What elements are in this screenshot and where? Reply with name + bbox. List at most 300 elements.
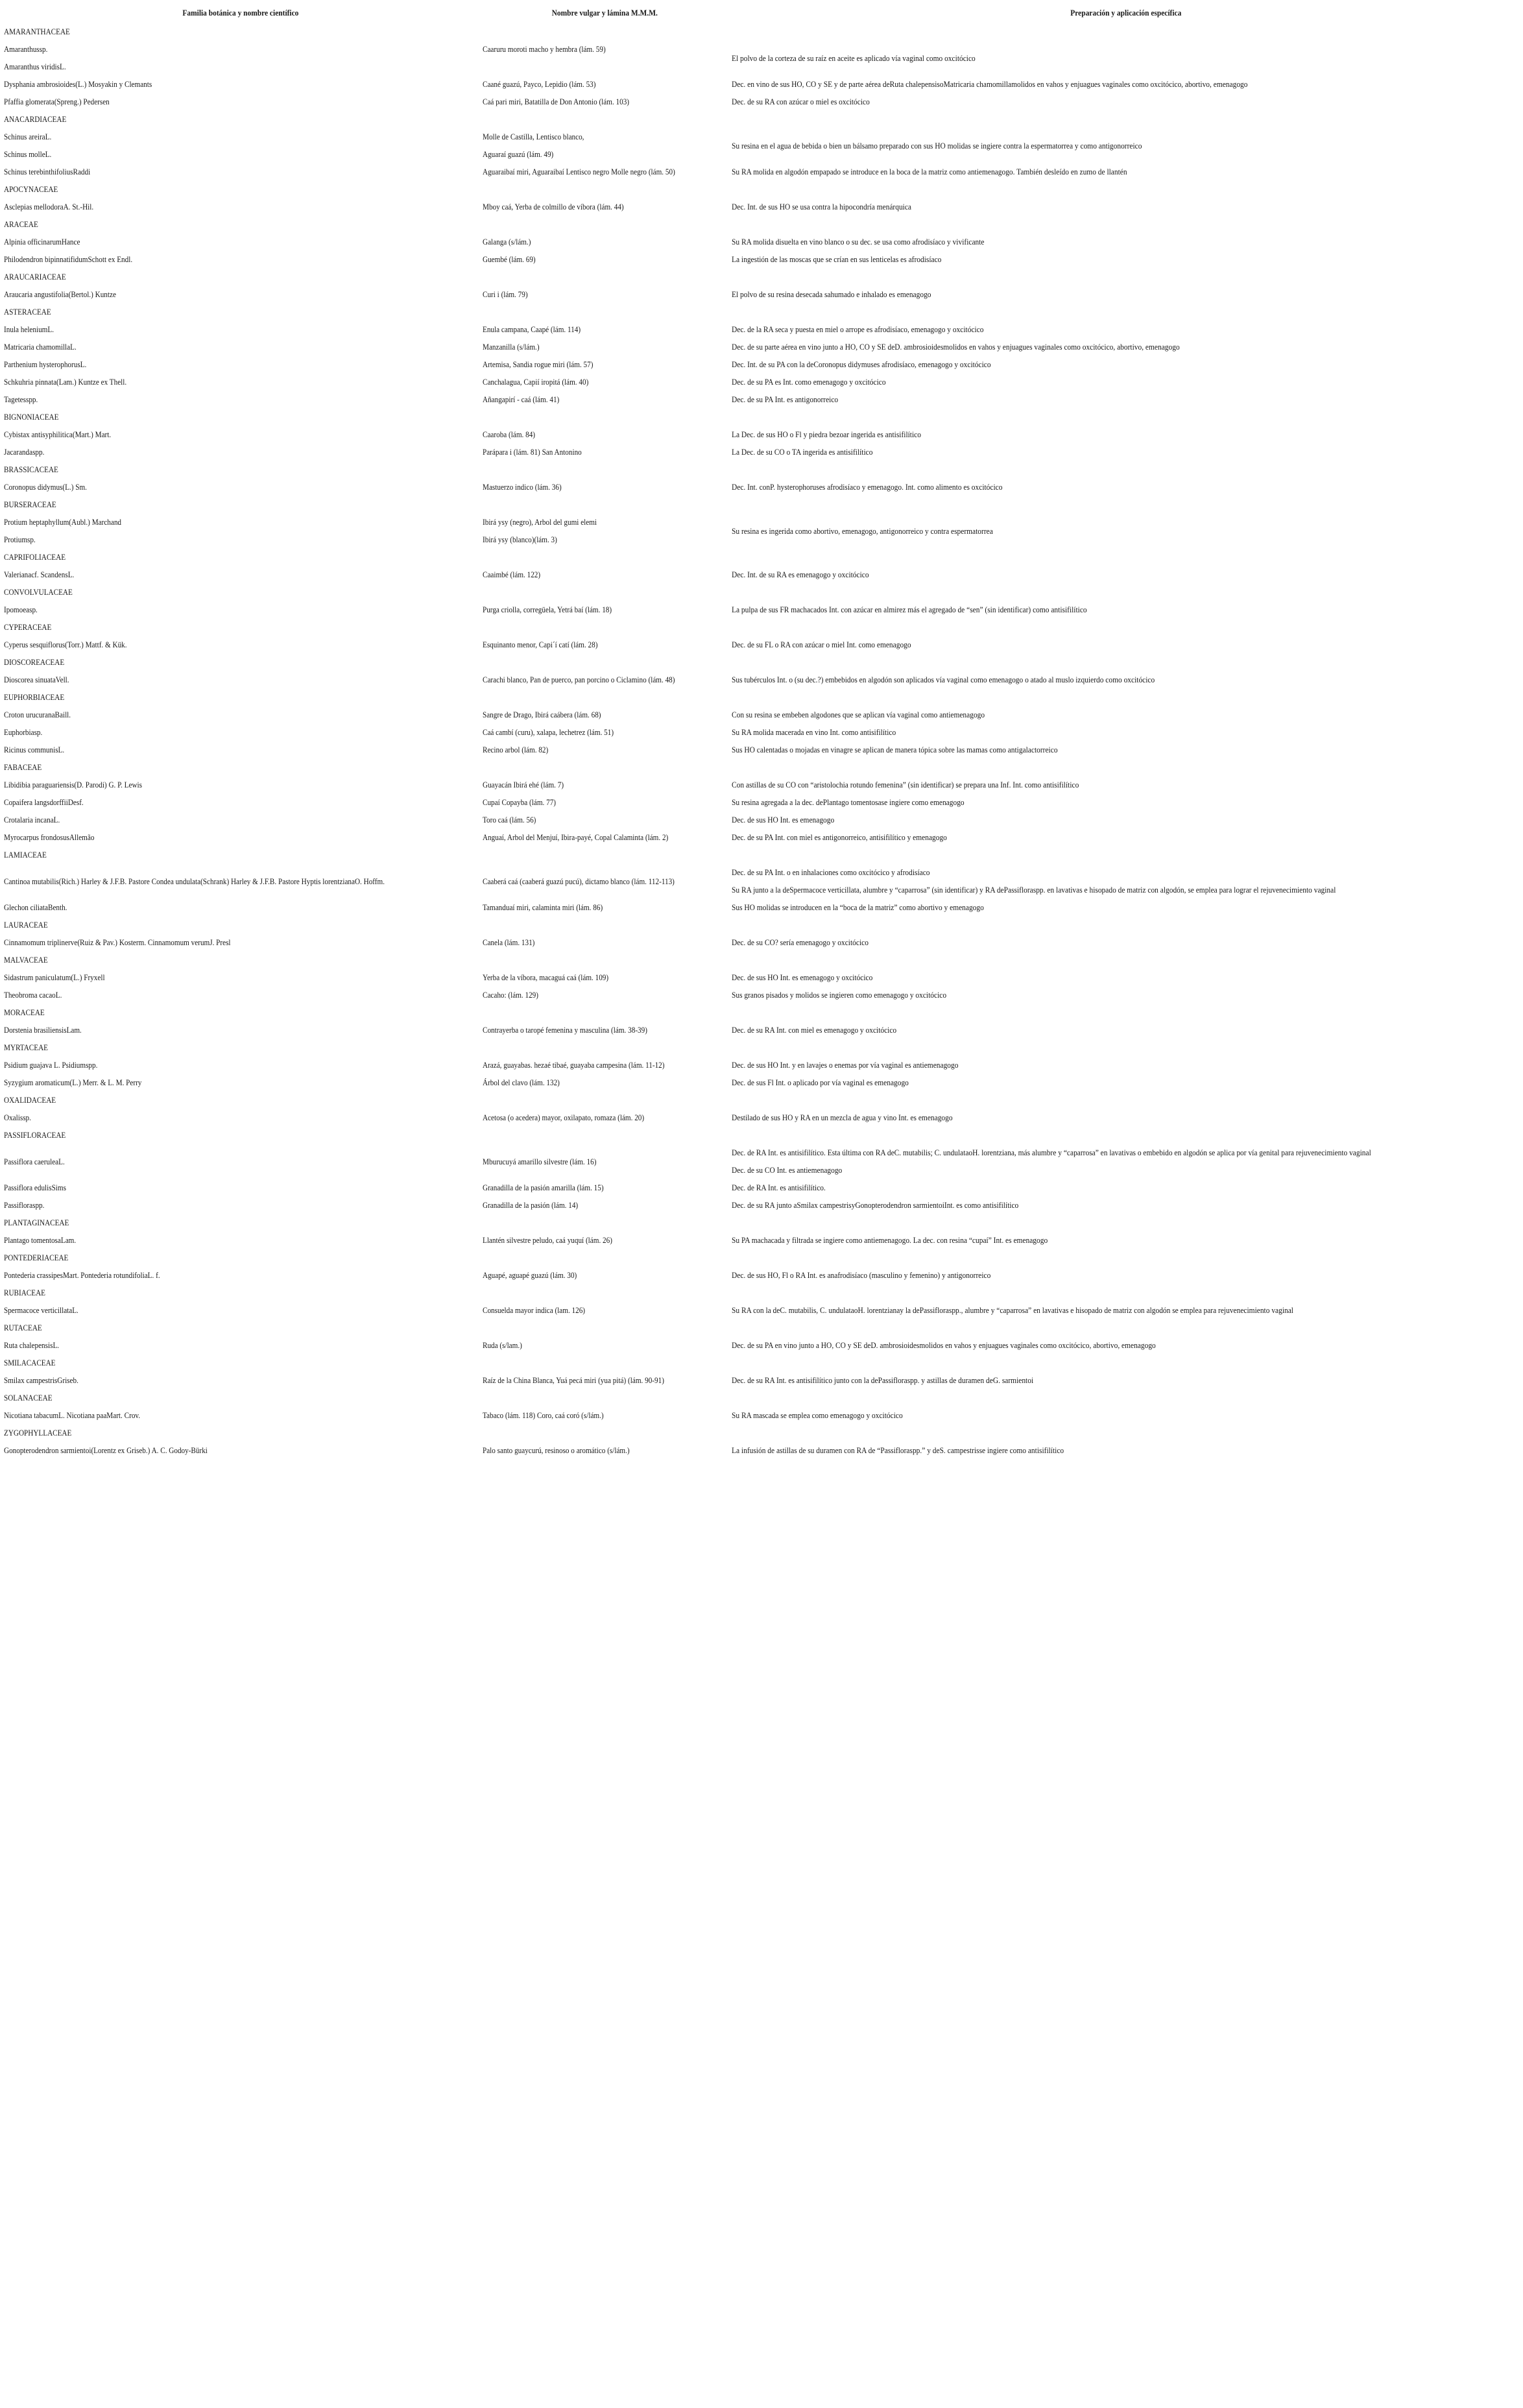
common-name-text: Raíz de la China Blanca, Yuá pecá miri (yua pitá) (lám. 90-91) — [482, 1375, 664, 1385]
family-name — [1, 758, 480, 776]
common-name — [480, 145, 730, 163]
family-name — [1, 688, 480, 706]
common-name — [480, 863, 730, 898]
family-row — [1, 215, 1523, 233]
common-name — [480, 706, 730, 723]
family-name — [1, 1039, 480, 1056]
scientific-name-text: Alpinia officinarumHance — [4, 237, 80, 247]
preparation — [729, 1301, 1523, 1319]
family-row — [1, 1039, 1523, 1056]
common-name-text: Granadilla de la pasión (lám. 14) — [482, 1200, 578, 1210]
scientific-name-text: Passifloraspp. — [4, 1200, 45, 1210]
preparation — [729, 811, 1523, 828]
species-row — [1, 1336, 1523, 1354]
scientific-name — [1, 828, 480, 846]
species-row — [1, 1371, 1523, 1389]
species-row — [1, 601, 1523, 618]
empty-cell — [480, 1284, 730, 1301]
line-gap — [732, 1157, 1520, 1165]
common-name — [480, 828, 730, 846]
species-row — [1, 828, 1523, 846]
common-name-text: Mburucuyá amarillo silvestre (lám. 16) — [482, 1156, 597, 1166]
preparation-text: Dec. de su FL o RA con azúcar o miel Int. como emenagogo — [732, 640, 911, 649]
family-name-text: MALVACEAE — [4, 955, 48, 965]
empty-cell — [480, 1126, 730, 1144]
empty-cell — [480, 1249, 730, 1266]
empty-cell — [480, 268, 730, 285]
family-name-text: CONVOLVULACEAE — [4, 587, 73, 597]
preparation — [729, 75, 1523, 93]
preparation — [729, 391, 1523, 408]
common-name — [480, 1406, 730, 1424]
empty-cell — [480, 1319, 730, 1336]
family-name-text: ANACARDIACEAE — [4, 114, 67, 124]
scientific-name-text: Schkuhria pinnata(Lam.) Kuntze ex Thell. — [4, 377, 127, 387]
preparation-text: Dec. de su RA junto aSmilax campestrisyGonopterodendron sarmientoiInt. es como antisifilítico — [732, 1200, 1019, 1210]
species-row — [1, 1144, 1523, 1179]
family-row — [1, 303, 1523, 320]
family-name-text: BURSERACEAE — [4, 500, 56, 509]
empty-cell — [729, 1424, 1523, 1441]
common-name — [480, 636, 730, 653]
common-name — [480, 933, 730, 951]
family-name-text: ASTERACEAE — [4, 307, 51, 317]
common-name-text: Arazá, guayabas. hezaé tibaé, guayaba campesina (lám. 11-12) — [482, 1060, 665, 1070]
family-name — [1, 1354, 480, 1371]
family-name-text: LAURACEAE — [4, 920, 48, 930]
scientific-name — [1, 1301, 480, 1319]
preparation — [729, 1406, 1523, 1424]
family-name — [1, 1284, 480, 1301]
preparation-text: Su resina en el agua de bebida o bien un bálsamo preparado con sus HO molidas se ingiere contra la espermatorrea y como antigonorreico — [732, 140, 1142, 150]
scientific-name-text: Crotalaria incanaL. — [4, 815, 60, 825]
family-row — [1, 23, 1523, 40]
family-row — [1, 653, 1523, 671]
species-row — [1, 1231, 1523, 1249]
common-name — [480, 1179, 730, 1196]
family-row — [1, 951, 1523, 969]
scientific-name-text: Glechon ciliataBenth. — [4, 902, 67, 912]
family-name — [1, 846, 480, 863]
preparation-text: Dec. de su PA en vino junto a HO, CO y SE deD. ambrosioidesmolidos en vahos y enjuagues vaginales como oxcitócico, abortivo, emenagogo — [732, 1340, 1157, 1350]
scientific-name — [1, 373, 480, 391]
common-name — [480, 531, 730, 548]
family-name-text: PASSIFLORACEAE — [4, 1130, 66, 1140]
common-name-text: Palo santo guaycurú, resinoso o aromático (s/lám.) — [482, 1445, 630, 1455]
scientific-name — [1, 706, 480, 723]
family-name-text: EUPHORBIACEAE — [4, 692, 65, 702]
common-name — [480, 671, 730, 688]
common-name — [480, 1056, 730, 1074]
common-name-text: Contrayerba o taropé femenina y masculina (lám. 38-39) — [482, 1025, 647, 1035]
scientific-name — [1, 1371, 480, 1389]
preparation-text: Su resina es ingerida como abortivo, emenagogo, antigonorreico y contra espermatorrea — [732, 525, 994, 536]
scientific-name-text: Cyperus sesquiflorus(Torr.) Mattf. & Kük. — [4, 640, 127, 649]
scientific-name — [1, 1406, 480, 1424]
empty-cell — [480, 653, 730, 671]
common-name-text: Acetosa (o acedera) mayor, oxilapato, romaza (lám. 20) — [482, 1113, 644, 1122]
preparation-text: Dec. Int. de su RA es emenagogo y oxcitócico — [732, 570, 869, 579]
preparation — [729, 1074, 1523, 1091]
scientific-name — [1, 531, 480, 548]
common-name — [480, 285, 730, 303]
empty-cell — [729, 1284, 1523, 1301]
family-name-text: ZYGOPHYLLACEAE — [4, 1428, 72, 1438]
family-name-text: BRASSICACEAE — [4, 464, 58, 474]
common-name-text: Recino arbol (lám. 82) — [482, 745, 549, 754]
scientific-name-text: Jacarandaspp. — [4, 447, 45, 457]
scientific-name-text: Nicotiana tabacumL. Nicotiana paaMart. Crov. — [4, 1410, 141, 1420]
preparation — [729, 1056, 1523, 1074]
preparation-text: La infusión de astillas de su duramen con RA de “Passifloraspp.” y deS. campestrisse ingiere como antisifilítico — [732, 1445, 1064, 1455]
family-name — [1, 496, 480, 513]
scientific-name-text: Araucaria angustifolia(Bertol.) Kuntze — [4, 289, 116, 299]
empty-cell — [729, 548, 1523, 566]
family-name-text: DIOSCOREACEAE — [4, 657, 65, 667]
preparation-text: Dec. en vino de sus HO, CO y SE y de parte aérea deRuta chalepensisoMatricaria chamomillamolidos en vahos y enjuagues vaginales como oxcitócico, abortivo, emenagogo — [732, 79, 1248, 89]
common-name — [480, 898, 730, 916]
empty-cell — [480, 215, 730, 233]
family-row — [1, 1389, 1523, 1406]
family-row — [1, 548, 1523, 566]
scientific-name — [1, 58, 480, 75]
preparation — [729, 1231, 1523, 1249]
species-row — [1, 513, 1523, 531]
preparation-line — [732, 885, 1520, 895]
common-name-text: Guayacán Ibirá ehé (lám. 7) — [482, 780, 564, 789]
common-name-text: Carachi blanco, Pan de puerco, pan porcino o Ciclamino (lám. 48) — [482, 675, 675, 684]
species-row — [1, 128, 1523, 145]
scientific-name-text: Schinus molleL. — [4, 149, 52, 159]
common-name — [480, 1144, 730, 1179]
common-name-text: Molle de Castilla, Lentisco blanco, — [482, 132, 584, 141]
preparation-text: Con astillas de su CO con “aristolochia rotundo femenina” (sin identificar) se prepara una Inf. Int. como antisifilítico — [732, 780, 1079, 789]
family-row — [1, 1249, 1523, 1266]
scientific-name — [1, 811, 480, 828]
empty-cell — [729, 496, 1523, 513]
empty-cell — [480, 1214, 730, 1231]
common-name-text: Caané guazú, Payco, Lepidio (lám. 53) — [482, 79, 596, 89]
family-name — [1, 618, 480, 636]
scientific-name — [1, 986, 480, 1004]
scientific-name-text: Plantago tomentosaLam. — [4, 1235, 77, 1245]
empty-cell — [729, 1319, 1523, 1336]
preparation-text: Dec. de sus HO Int. es emenagogo — [732, 815, 835, 825]
species-row — [1, 1406, 1523, 1424]
species-row — [1, 478, 1523, 496]
preparation — [729, 898, 1523, 916]
scientific-name-text: Ruta chalepensisL. — [4, 1340, 60, 1350]
empty-cell — [729, 215, 1523, 233]
scientific-name — [1, 355, 480, 373]
common-name — [480, 986, 730, 1004]
preparation — [729, 933, 1523, 951]
family-row — [1, 1126, 1523, 1144]
preparation — [729, 373, 1523, 391]
empty-cell — [729, 916, 1523, 933]
common-name-text: Cacaho: (lám. 129) — [482, 990, 538, 1000]
scientific-name — [1, 1074, 480, 1091]
preparation — [729, 969, 1523, 986]
scientific-name-text: Amaranthus viridisL. — [4, 62, 66, 71]
species-row — [1, 566, 1523, 583]
scientific-name-text: Dorstenia brasiliensisLam. — [4, 1025, 82, 1035]
scientific-name — [1, 93, 480, 110]
common-name — [480, 128, 730, 145]
common-name-text: Artemisa, Sandia rogue miri (lám. 57) — [482, 359, 594, 369]
preparation-text: Dec. de sus HO Int. es emenagogo y oxcitócico — [732, 972, 873, 982]
species-row — [1, 969, 1523, 986]
empty-cell — [480, 951, 730, 969]
empty-cell — [480, 110, 730, 128]
preparation-text: Su RA con la deC. mutabilis, C. undulataoH. lorentzianay la dePassifloraspp., alumbre y “caparrosa” en lavativas e hisopado de matriz con algodón se emplea para rejuvenecimiento vaginal — [732, 1305, 1294, 1315]
species-row — [1, 373, 1523, 391]
family-row — [1, 583, 1523, 601]
common-name — [480, 1074, 730, 1091]
common-name-text: Manzanilla (s/lám.) — [482, 342, 540, 352]
common-name — [480, 250, 730, 268]
preparation — [729, 671, 1523, 688]
scientific-name-text: Smilax campestrisGriseb. — [4, 1375, 78, 1385]
family-name — [1, 1424, 480, 1441]
scientific-name-text: Spermacoce verticillataL. — [4, 1305, 78, 1315]
common-name-text: Sangre de Drago, Ibirá caábera (lám. 68) — [482, 710, 601, 719]
preparation-text: Sus granos pisados y molidos se ingieren como emenagogo y oxcitócico — [732, 990, 947, 1000]
scientific-name — [1, 426, 480, 443]
scientific-name — [1, 601, 480, 618]
preparation-text: Su RA mascada se emplea como emenagogo y oxcitócico — [732, 1410, 904, 1420]
common-name — [480, 75, 730, 93]
scientific-name-text: Parthenium hysterophorusL. — [4, 359, 87, 369]
family-row — [1, 1004, 1523, 1021]
preparation — [729, 863, 1523, 898]
scientific-name — [1, 741, 480, 758]
family-name — [1, 180, 480, 198]
common-name-text: Mastuerzo indico (lám. 36) — [482, 482, 562, 492]
scientific-name-text: Protium heptaphyllum(Aubl.) Marchand — [4, 517, 122, 527]
empty-cell — [729, 1354, 1523, 1371]
common-name — [480, 566, 730, 583]
preparation — [729, 93, 1523, 110]
family-name-text: AMARANTHACEAE — [4, 27, 70, 36]
preparation — [729, 338, 1523, 355]
family-name — [1, 653, 480, 671]
empty-cell — [480, 758, 730, 776]
common-name-text: Aguaraí guazú (lám. 49) — [482, 149, 554, 159]
species-row — [1, 1021, 1523, 1039]
common-name — [480, 1231, 730, 1249]
empty-cell — [480, 583, 730, 601]
preparation-text: Dec. de su CO? sería emenagogo y oxcitócico — [732, 937, 869, 947]
empty-cell — [480, 461, 730, 478]
table-body — [1, 23, 1523, 1459]
family-name — [1, 1214, 480, 1231]
family-name-text: PONTEDERIACEAE — [4, 1253, 69, 1262]
family-name — [1, 548, 480, 566]
preparation — [729, 233, 1523, 250]
empty-cell — [729, 758, 1523, 776]
header-common-name: Nombre vulgar y lámina M.M.M. — [551, 8, 658, 18]
empty-cell — [729, 23, 1523, 40]
scientific-name-text: Dioscorea sinuataVell. — [4, 675, 69, 684]
common-name — [480, 233, 730, 250]
family-name — [1, 110, 480, 128]
common-name — [480, 93, 730, 110]
scientific-name-text: Euphorbiasp. — [4, 727, 43, 737]
common-name — [480, 793, 730, 811]
scientific-name-text: Schinus terebinthifoliusRaddi — [4, 167, 91, 176]
species-row — [1, 163, 1523, 180]
empty-cell — [729, 303, 1523, 320]
scientific-name-text: Cybistax antisyphilitica(Mart.) Mart. — [4, 429, 112, 439]
empty-cell — [480, 916, 730, 933]
species-row — [1, 233, 1523, 250]
preparation — [729, 426, 1523, 443]
preparation-text: Dec. de RA Int. es antisifilítico. Esta última con RA deC. mutabilis; C. undulataoH. lorentziana, más alumbre y “caparrosa” en lavativas o embebido en algodón se aplica por vía genital para rejuvenecimiento vaginal — [732, 1148, 1372, 1157]
preparation — [729, 285, 1523, 303]
scientific-name-text: Cinnamomum triplinerve(Ruiz & Pav.) Kosterm. Cinnamomum verumJ. Presl — [4, 937, 231, 947]
species-row — [1, 320, 1523, 338]
preparation-text: Con su resina se embeben algodones que se aplican vía vaginal como antiemenagogo — [732, 710, 985, 719]
preparation — [729, 1144, 1523, 1179]
empty-cell — [480, 1039, 730, 1056]
species-row — [1, 391, 1523, 408]
family-name — [1, 916, 480, 933]
empty-cell — [729, 110, 1523, 128]
scientific-name-text: Tagetesspp. — [4, 394, 38, 404]
preparation-text: Su RA molida disuelta en vino blanco o su dec. se usa como afrodisíaco y vivificante — [732, 237, 985, 247]
preparation — [729, 1266, 1523, 1284]
preparation-text: El polvo de la corteza de su raíz en aceite es aplicado vía vaginal como oxcitócico — [732, 53, 976, 63]
family-row — [1, 1424, 1523, 1441]
scientific-name — [1, 163, 480, 180]
common-name — [480, 40, 730, 58]
species-row — [1, 636, 1523, 653]
common-name — [480, 163, 730, 180]
scientific-name — [1, 75, 480, 93]
scientific-name-text: Theobroma cacaoL. — [4, 990, 62, 1000]
empty-cell — [729, 1214, 1523, 1231]
preparation-text: Dec. de su PA Int. con miel es antigonorreico, antisifilítico y emenagogo — [732, 832, 948, 842]
common-name — [480, 1021, 730, 1039]
preparation — [729, 706, 1523, 723]
empty-cell — [729, 846, 1523, 863]
empty-cell — [729, 951, 1523, 969]
common-name — [480, 1266, 730, 1284]
common-name-text: Curi i (lám. 79) — [482, 289, 528, 299]
common-name-text: Aguaraibaí miri, Aguaraibaí Lentisco negro Molle negro (lám. 50) — [482, 167, 675, 176]
common-name — [480, 1301, 730, 1319]
preparation-text: Dec. de su parte aérea en vino junto a HO, CO y SE deD. ambrosioidesmolidos en vahos y enjuagues vaginales como oxcitócico, abortivo, emenagogo — [732, 342, 1181, 352]
species-row — [1, 741, 1523, 758]
scientific-name — [1, 898, 480, 916]
scientific-name — [1, 1266, 480, 1284]
family-name-text: FABACEAE — [4, 762, 42, 772]
common-name — [480, 741, 730, 758]
preparation — [729, 986, 1523, 1004]
preparation — [729, 723, 1523, 741]
scientific-name-text: Passiflora edulisSims — [4, 1183, 66, 1192]
scientific-name-text: Matricaria chamomillaL. — [4, 342, 77, 352]
species-row — [1, 706, 1523, 723]
family-row — [1, 180, 1523, 198]
scientific-name — [1, 969, 480, 986]
empty-cell — [729, 1249, 1523, 1266]
preparation — [729, 320, 1523, 338]
common-name-text: Mboy caá, Yerba de colmillo de víbora (lám. 44) — [482, 202, 624, 211]
scientific-name — [1, 793, 480, 811]
family-name — [1, 583, 480, 601]
header-preparation: Preparación y aplicación específica — [1070, 8, 1182, 18]
common-name — [480, 723, 730, 741]
family-row — [1, 1284, 1523, 1301]
scientific-name-text: Pontederia crassipesMart. Pontederia rotundifoliaL. f. — [4, 1270, 160, 1280]
common-name — [480, 1109, 730, 1126]
scientific-name — [1, 566, 480, 583]
scientific-name — [1, 1179, 480, 1196]
preparation — [729, 198, 1523, 215]
species-row — [1, 426, 1523, 443]
species-row — [1, 250, 1523, 268]
family-row — [1, 1354, 1523, 1371]
preparation-text: La ingestión de las moscas que se crían en sus lenticelas es afrodisíaco — [732, 254, 942, 264]
preparation-text: Dec. de su PA Int. o en inhalaciones como oxcitócico y afrodisíaco — [732, 867, 930, 877]
common-name-text: Caaimbé (lám. 122) — [482, 570, 540, 579]
common-name-text: Anguaí, Arbol del Menjuí, Ibira-payé, Copal Calaminta (lám. 2) — [482, 832, 669, 842]
preparation-text: Dec. de la RA seca y puesta en miel o arrope es afrodisíaco, emenagogo y oxcitócico — [732, 324, 984, 334]
family-name — [1, 268, 480, 285]
family-name-text: SOLANACEAE — [4, 1393, 53, 1403]
common-name — [480, 443, 730, 461]
scientific-name — [1, 391, 480, 408]
species-row — [1, 1056, 1523, 1074]
preparation — [729, 40, 1523, 75]
species-row — [1, 986, 1523, 1004]
family-name-text: LAMIACEAE — [4, 850, 47, 860]
preparation — [729, 1021, 1523, 1039]
scientific-name-text: Copaifera langsdorffiiDesf. — [4, 797, 84, 807]
family-name — [1, 951, 480, 969]
scientific-name — [1, 933, 480, 951]
preparation — [729, 250, 1523, 268]
family-name — [1, 215, 480, 233]
family-row — [1, 110, 1523, 128]
common-name-text: Ibirá ysy (blanco)(lám. 3) — [482, 535, 557, 544]
family-name-text: PLANTAGINACEAE — [4, 1218, 69, 1227]
scientific-name-text: Sidastrum paniculatum(L.) Fryxell — [4, 972, 105, 982]
family-row — [1, 1214, 1523, 1231]
scientific-name-text: Inula heleniumL. — [4, 324, 54, 334]
empty-cell — [480, 1389, 730, 1406]
common-name-text: Añangapirí - caá (lám. 41) — [482, 394, 560, 404]
empty-cell — [729, 583, 1523, 601]
scientific-name-text: Croton urucuranaBaill. — [4, 710, 71, 719]
preparation-text: Dec. de su RA Int. con miel es emenagogo y oxcitócico — [732, 1025, 897, 1035]
preparation-text: Dec. de su RA Int. es antisifilítico junto con la dePassifloraspp. y astillas de duramen deG. sarmientoi — [732, 1375, 1034, 1385]
preparation-text: La pulpa de sus FR machacados Int. con azúcar en almirez más el agregado de “sen” (sin identificar) como antisifilítico — [732, 605, 1088, 614]
species-row — [1, 1074, 1523, 1091]
scientific-name — [1, 636, 480, 653]
empty-cell — [729, 653, 1523, 671]
empty-cell — [729, 408, 1523, 426]
species-row — [1, 1301, 1523, 1319]
preparation-text: Dec. de sus HO Int. y en lavajes o enemas por vía vaginal es antiemenagogo — [732, 1060, 959, 1070]
empty-cell — [480, 1004, 730, 1021]
scientific-name — [1, 671, 480, 688]
preparation — [729, 478, 1523, 496]
common-name — [480, 478, 730, 496]
scientific-name — [1, 513, 480, 531]
